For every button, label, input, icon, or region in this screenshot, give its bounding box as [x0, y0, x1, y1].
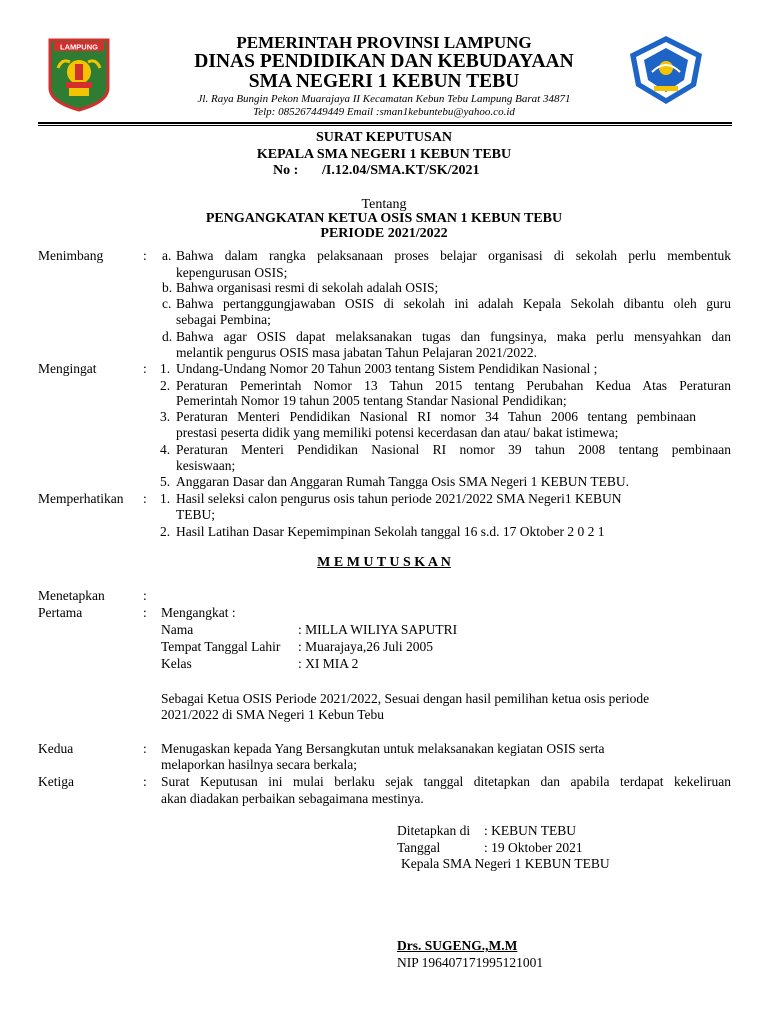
signatory-nip: NIP 196407171995121001: [397, 955, 544, 970]
tanggal-value: : 19 Oktober 2021: [484, 840, 583, 855]
list-item-continued: Pemerintah Nomor 19 tahun 2005 tentang Standar Nasional Pendidikan;: [176, 393, 567, 408]
section-label-menimbang: Menimbang: [38, 248, 104, 263]
ketiga-text-continued: akan diadakan perbaikan sebagaimana mestinya.: [161, 791, 424, 806]
field-value-birth: : Muarajaya,26 Juli 2005: [298, 639, 433, 654]
section-label-kedua: Kedua: [38, 741, 74, 756]
list-item: Undang-Undang Nomor 20 Tahun 2003 tentang Sistem Pendidikan Nasional ;: [176, 361, 598, 376]
list-item: Peraturan Pemerintah Nomor 13 Tahun 2015 tentang Perubahan Kedua Atas Peraturan: [176, 378, 731, 393]
signatory-name: Drs. SUGENG.,M.M: [397, 938, 518, 953]
list-number: 2.: [160, 378, 171, 393]
school-name: SMA NEGERI 1 KEBUN TEBU: [248, 71, 520, 92]
section-colon: :: [143, 774, 147, 789]
section-colon: :: [143, 361, 147, 376]
section-colon: :: [143, 248, 147, 263]
signatory-position: Kepala SMA Negeri 1 KEBUN TEBU: [401, 856, 610, 871]
section-label-mengingat: Mengingat: [38, 361, 97, 376]
list-item-continued: TEBU;: [176, 507, 215, 522]
list-item-continued: sebagai Pembina;: [176, 312, 271, 327]
list-item-continued: kesiswaan;: [176, 458, 236, 473]
kedua-text: Menugaskan kepada Yang Bersangkutan untuk melaksanakan kegiatan OSIS serta: [161, 741, 605, 756]
letterhead-divider-thin: [38, 125, 732, 126]
list-item: Bahwa organisasi resmi di sekolah adalah OSIS;: [176, 280, 439, 295]
kedua-text-continued: melaporkan hasilnya secara berkala;: [161, 757, 358, 772]
letter-subject: PENGANGKATAN KETUA OSIS SMAN 1 KEBUN TEBU: [205, 211, 563, 226]
list-number: 2.: [160, 524, 171, 539]
list-item: Hasil seleksi calon pengurus osis tahun periode 2021/2022 SMA Negeri1 KEBUN: [176, 491, 622, 506]
list-item: Peraturan Menteri Pendidikan Nasional RI nomor 39 tahun 2008 tentang pembinaan: [176, 442, 731, 457]
section-colon: :: [143, 605, 147, 620]
department-name: DINAS PENDIDIKAN DAN KEBUDAYAAN: [194, 51, 574, 72]
field-label-name: Nama: [161, 622, 194, 637]
letter-issuer: KEPALA SMA NEGERI 1 KEBUN TEBU: [256, 147, 512, 162]
field-label-birth: Tempat Tanggal Lahir: [161, 639, 281, 654]
decision-heading: M E M U T U S K A N: [317, 555, 451, 570]
list-item: Hasil Latihan Dasar Kepemimpinan Sekolah tanggal 16 s.d. 17 Oktober 2 0 2 1: [176, 524, 605, 539]
letter-number-label: No :: [273, 163, 299, 178]
list-number: 1.: [160, 361, 171, 376]
list-number: 3.: [160, 409, 171, 424]
section-label-memperhatikan: Memperhatikan: [38, 491, 124, 506]
ditetapkan-label: Ditetapkan di: [397, 823, 471, 838]
list-number: 4.: [160, 442, 171, 457]
letter-type: SURAT KEPUTUSAN: [315, 130, 452, 145]
section-colon: :: [143, 588, 147, 603]
list-item-continued: prestasi peserta didik yang memiliki potensi kecerdasan dan atau/ bakat istimewa;: [176, 425, 619, 440]
section-colon: :: [143, 491, 147, 506]
list-item-continued: melantik pengurus OSIS masa jabatan Tahun Pelajaran 2021/2022.: [176, 345, 537, 360]
list-item: Peraturan Menteri Pendidikan Nasional RI nomor 34 Tahun 2006 tentang pembinaan: [176, 409, 696, 424]
section-label-ketiga: Ketiga: [38, 774, 74, 789]
section-colon: :: [143, 741, 147, 756]
list-item: Bahwa dalam rangka pelaksanaan proses belajar organisasi di sekolah perlu membentuk: [176, 248, 731, 263]
svg-text:LAMPUNG: LAMPUNG: [60, 42, 98, 52]
list-number: 5.: [160, 474, 171, 489]
school-address: Jl. Raya Bungin Pekon Muarajaya II Kecamatan Kebun Tebu Lampung Barat 34871: [197, 93, 571, 105]
list-number: b.: [162, 280, 173, 295]
list-item: Anggaran Dasar dan Anggaran Rumah Tangga Osis SMA Negeri 1 KEBUN TEBU.: [176, 474, 629, 489]
ketiga-text: Surat Keputusan ini mulai berlaku sejak tanggal ditetapkan dan apabila terdapat kekeliruan: [161, 774, 731, 789]
appointment-paragraph: Sebagai Ketua OSIS Periode 2021/2022, Sesuai dengan hasil pemilihan ketua osis periode: [161, 691, 650, 706]
list-number: c.: [162, 296, 172, 311]
list-item: Bahwa pertanggungjawaban OSIS di sekolah ini adalah Kepala Sekolah dibantu oleh guru: [176, 296, 731, 311]
school-contact: Telp: 085267449449 Email :sman1kebuntebu@yahoo.co.id: [253, 106, 515, 118]
section-label-pertama: Pertama: [38, 605, 83, 620]
letter-period: PERIODE 2021/2022: [320, 226, 448, 241]
appointment-paragraph-continued: 2021/2022 di SMA Negeri 1 Kebun Tebu: [161, 707, 385, 722]
ditetapkan-value: : KEBUN TEBU: [484, 823, 577, 838]
field-value-class: : XI MIA 2: [298, 656, 359, 671]
government-name: PEMERINTAH PROVINSI LAMPUNG: [236, 33, 532, 52]
tentang-label: Tentang: [361, 197, 407, 212]
list-number: 1.: [160, 491, 171, 506]
letterhead-divider: [38, 122, 732, 124]
letter-number: /I.12.04/SMA.KT/SK/2021: [322, 163, 480, 178]
field-value-name: : MILLA WILIYA SAPUTRI: [298, 622, 458, 637]
tanggal-label: Tanggal: [397, 840, 441, 855]
list-item: Bahwa agar OSIS dapat melaksanakan tugas dan fungsinya, maka perlu mensyahkan dan: [176, 329, 731, 344]
list-number: a.: [162, 248, 172, 263]
appointment-intro: Mengangkat :: [161, 605, 236, 620]
list-number: d.: [162, 329, 173, 344]
list-item-continued: kepengurusan OSIS;: [176, 265, 288, 280]
section-label-menetapkan: Menetapkan: [38, 588, 105, 603]
field-label-class: Kelas: [161, 656, 192, 671]
